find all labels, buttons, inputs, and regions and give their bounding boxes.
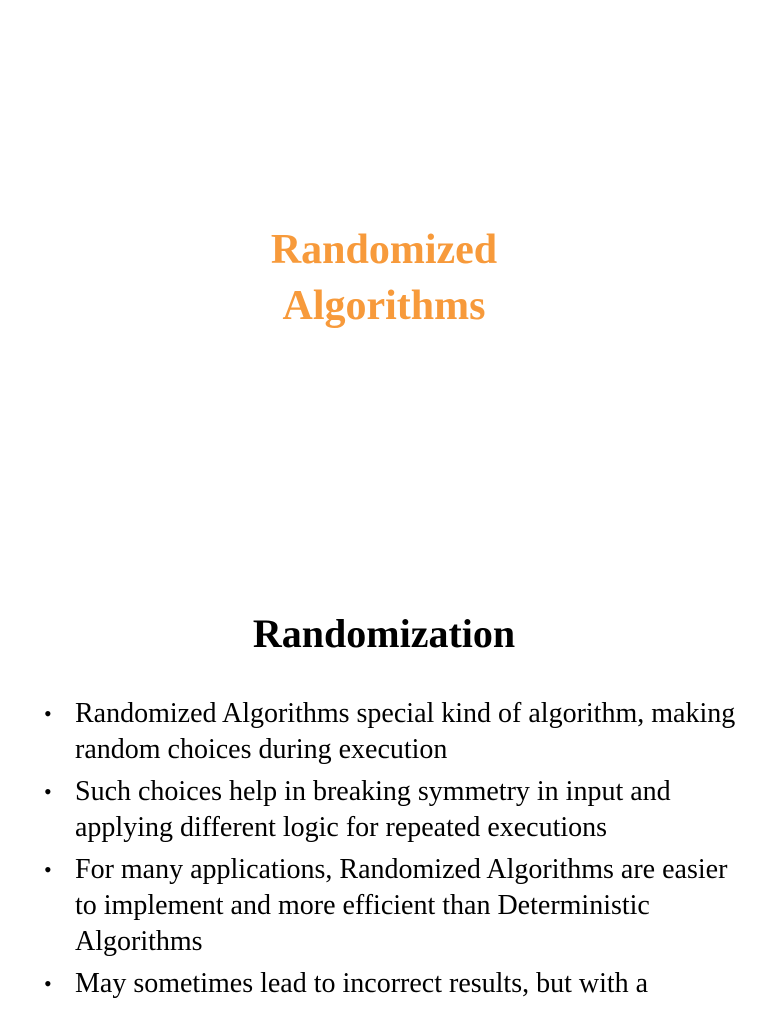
section-heading: Randomization <box>252 611 516 656</box>
title-line-1: Randomized <box>270 227 498 273</box>
list-item <box>0 966 768 1002</box>
bullet-icon: • <box>44 779 52 804</box>
title-line-2: Algorithms <box>282 283 486 329</box>
list-item <box>0 696 768 768</box>
bullet-text: May sometimes lead to incorrect results, but with a <box>75 968 649 999</box>
bullet-icon: • <box>44 971 52 996</box>
bullet-text: Such choices help in breaking symmetry in input and applying different logic for repeated executions <box>75 776 671 843</box>
slide-title <box>0 222 768 334</box>
bullet-icon: • <box>44 701 52 726</box>
list-item <box>0 852 768 960</box>
bullet-icon: • <box>44 857 52 882</box>
bullet-text: For many applications, Randomized Algorithms are easier to implement and more efficient than Deterministic Algorithms <box>75 854 728 957</box>
bullet-text: Randomized Algorithms special kind of algorithm, making random choices during execution <box>75 698 736 765</box>
bullet-list <box>0 696 768 1008</box>
list-item <box>0 774 768 846</box>
